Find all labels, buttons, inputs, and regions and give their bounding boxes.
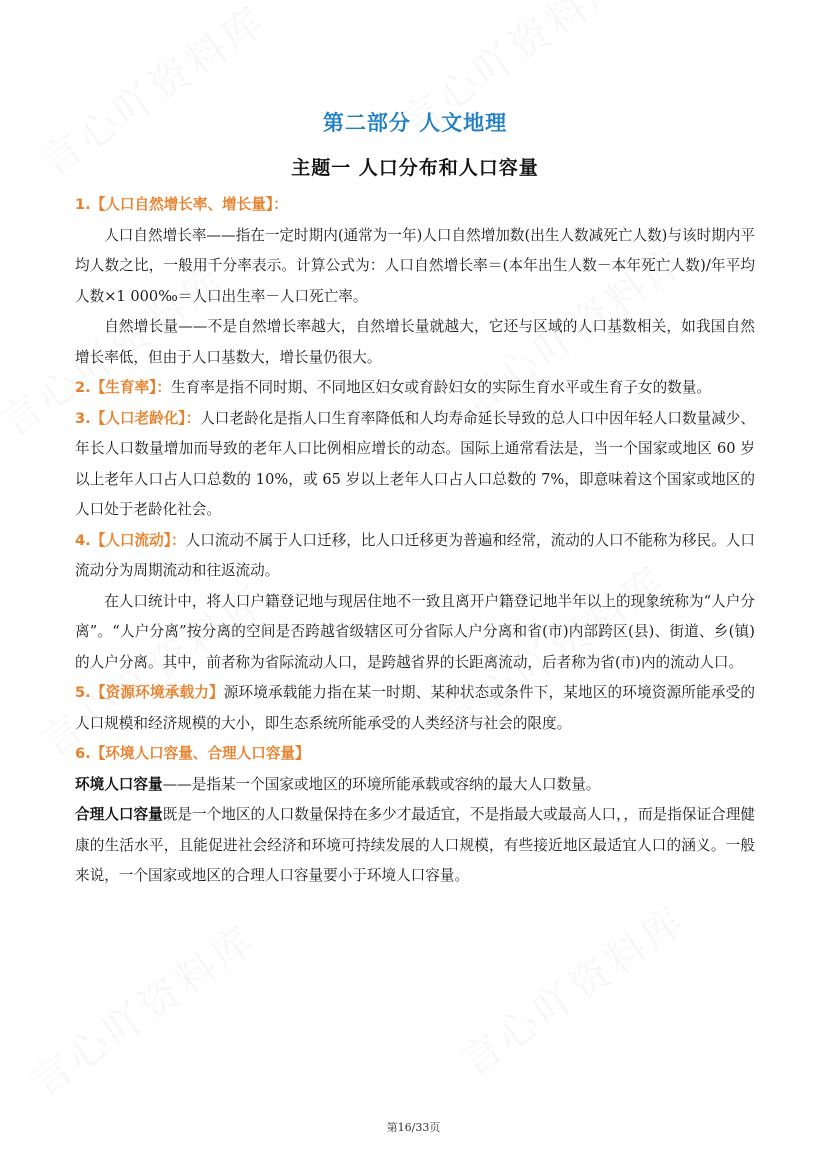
page-number: 第16/33页 <box>386 1121 441 1134</box>
section-label: 3.【人口老龄化】： <box>75 409 201 427</box>
section-1-heading <box>75 190 755 221</box>
section-2 <box>75 373 755 404</box>
section-text: 人口流动不属于人口迁移，比人口迁移更为普遍和经常，流动的人口不能称为移民。人口流动分为周期流动和往返流动。 <box>75 531 755 579</box>
section-label: 4.【人口流动】： <box>75 531 186 549</box>
section-5 <box>75 678 755 739</box>
section-6-term-2 <box>75 800 755 892</box>
section-label: 5.【资源环境承载力】 <box>75 684 224 701</box>
part-title: 第二部分 人文地理 <box>322 111 508 135</box>
section-label: 2.【生育率】： <box>75 379 171 396</box>
section-1-paragraph-1: 人口自然增长率——指在一定时期内(通常为一年)人口自然增加数(出生人数减死亡人数)与该时期内平均人数之比，一般用千分率表示。计算公式为：人口自然增长率＝(本年出生人数－本年死亡人数)/年平均人数×1 000‰＝人口出生率－人口死亡率。 <box>75 226 755 305</box>
term-definition: 既是一个地区的人口数量保持在多少才最适宜，不是指最大或最高人口，，而是指保证合理健康的生活水平，且能促进社会经济和环境可持续发展的人口规模，有些接近地区最适宜人口的涵义。一般来说，一个国家或地区的合理人口容量要小于环境人口容量。 <box>75 806 755 884</box>
section-text: 源环境承载能力指在某一时期、某种状态或条件下，某地区的环境资源所能承受的人口规模和经济规模的大小，即生态系统所能承受的人类经济与社会的限度。 <box>75 684 755 732</box>
watermark <box>18 909 267 1107</box>
term-environment-capacity: 环境人口容量 <box>75 775 163 793</box>
term-reasonable-capacity: 合理人口容量 <box>75 806 163 823</box>
section-text: 生育率是指不同时期、不同地区妇女或育龄妇女的实际生育水平或生育子女的数量。 <box>170 379 711 396</box>
section-6-heading <box>75 739 755 770</box>
section-label: 1.【人口自然增长率、增长量】： <box>75 196 288 213</box>
watermark <box>448 889 697 1087</box>
section-1-paragraph-2: 自然增长量——不是自然增长率越大，自然增长量就越大，它还与区域的人口基数相关，如我国自然增长率低，但由于人口基数大，增长量仍很大。 <box>75 318 755 366</box>
topic-title: 主题一 人口分布和人口容量 <box>291 157 539 179</box>
section-4 <box>75 526 755 587</box>
section-text: 人口老龄化是指人口生育率降低和人均寿命延长导致的总人口中因年轻人口数量减少、年长人口数量增加而导致的老年人口比例相应增长的动态。国际上通常看法是，当一个国家或地区 60 岁以上老年人口占人口总数的 10%，或 65 岁以上老年人口占人口总数的 7%，即意味着这个国家或地区的人口处于老龄化社会。 <box>75 409 755 518</box>
section-label: 6.【环境人口容量、合理人口容量】 <box>75 745 310 762</box>
section-4-paragraph-2: 在人口统计中，将人口户籍登记地与现居住地不一致且离开户籍登记地半年以上的现象统称为“人户分离”。“人户分离”按分离的空间是否跨越省级辖区可分省际人户分离和省(市)内部跨区(县)、街道、乡(镇)的人户分离。其中，前者称为省际流动人口，是跨越省界的长距离流动，后者称为省(市)内的流动人口。 <box>75 592 755 671</box>
section-6-term-1 <box>75 770 755 801</box>
section-3 <box>75 404 755 526</box>
term-definition: ——是指某一个国家或地区的环境所能承载或容纳的最大人口数量。 <box>162 775 601 793</box>
document-body <box>75 190 755 892</box>
